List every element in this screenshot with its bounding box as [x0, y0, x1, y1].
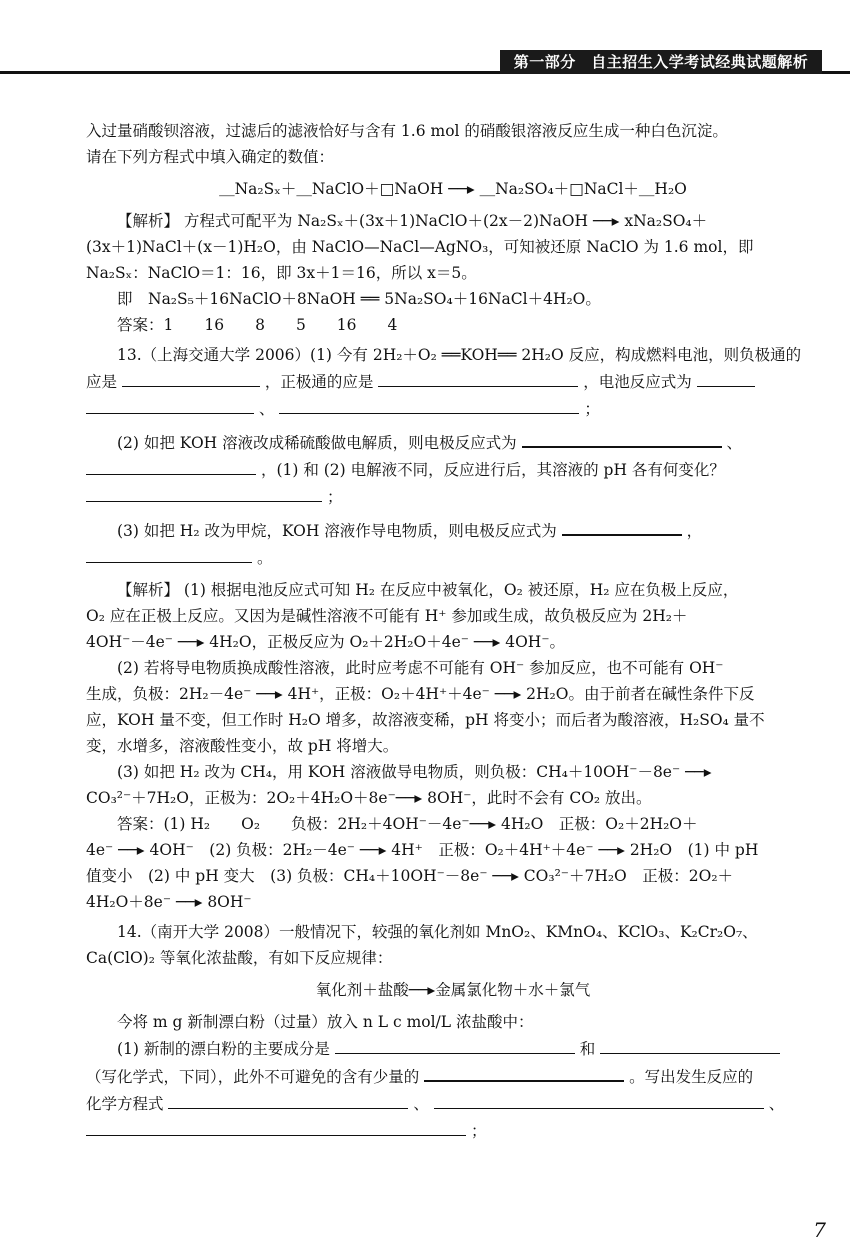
page-number: 7: [813, 1218, 826, 1242]
text-line: [86, 428, 820, 456]
text: ；: [584, 400, 600, 418]
text: (1) 新制的漂白粉的主要成分是: [117, 1040, 330, 1058]
text-line: 应，KOH 量不变，但工作时 H₂O 增多，故溶液变稀，pH 将变小；而后者为酸溶液，H₂SO₄ 量不: [86, 711, 765, 729]
answer-blank[interactable]: [86, 456, 256, 475]
text-line: Na₂Sₓ：NaClO＝1：16，即 3x＋1＝16，所以 x＝5。: [86, 264, 477, 282]
text-line: 4H₂O＋8e⁻ ──▸ 8OH⁻: [86, 893, 252, 911]
text-line: 入过量硝酸钡溶液，过滤后的滤液恰好与含有 1.6 mol 的硝酸银溶液反应生成一种白色沉淀。: [86, 122, 728, 140]
text-line: Ca(ClO)₂ 等氧化浓盐酸，有如下反应规律：: [86, 949, 393, 967]
equation: 即 Na₂S₅＋16NaClO＋8NaOH ══ 5Na₂SO₄＋16NaCl＋4H₂O。: [117, 290, 601, 308]
answer-blank[interactable]: [378, 368, 578, 387]
answer-line: 答案：(1) H₂ O₂ 负极：2H₂＋4OH⁻－4e⁻──▸ 4H₂O 正极：O₂＋2H₂O＋: [117, 815, 698, 833]
answer-blank[interactable]: [562, 516, 682, 536]
question-13: 13.（上海交通大学 2006）(1) 今有 2H₂＋O₂ ══KOH══ 2H₂O 反应，构成燃料电池，则负极通的: [117, 346, 802, 364]
answer-blank[interactable]: [86, 483, 322, 502]
text: ，电池反应式为: [583, 373, 692, 391]
text-line: 4e⁻ ──▸ 4OH⁻ (2) 负极：2H₂－4e⁻ ──▸ 4H⁺ 正极：O₂＋4H⁺＋4e⁻ ──▸ 2H₂O (1) 中 pH: [86, 841, 759, 859]
text-line: 4OH⁻－4e⁻ ──▸ 4H₂O，正极反应为 O₂＋2H₂O＋4e⁻ ──▸ 4OH⁻。: [86, 633, 566, 651]
answer-blank[interactable]: [522, 428, 722, 448]
question-14: 14.（南开大学 2008）一般情况下，较强的氧化剂如 MnO₂、KMnO₄、KClO₃、K₂Cr₂O₇、: [117, 923, 758, 941]
text-line: 值变小 (2) 中 pH 变大 (3) 负极：CH₄＋10OH⁻－8e⁻ ──▸ CO₃²⁻＋7H₂O 正极：2O₂＋: [86, 867, 734, 885]
answer-blank[interactable]: [86, 544, 252, 563]
text: 、: [726, 434, 743, 452]
text: ；: [470, 1122, 487, 1140]
answer-blank[interactable]: [86, 395, 254, 414]
text: 。: [256, 549, 273, 567]
text: 。写出发生反应的: [629, 1068, 754, 1086]
text-line: (3x＋1)NaCl＋(x－1)H₂O，由 NaClO—NaCl—AgNO₃，可知被还原 NaClO 为 1.6 mol，即: [86, 238, 754, 256]
answer-blank[interactable]: [279, 395, 579, 414]
text-line: [86, 395, 820, 422]
text: 、: [413, 1095, 429, 1113]
text-line: [86, 1062, 820, 1090]
text-line: CO₃²⁻＋7H₂O，正极为：2O₂＋4H₂O＋8e⁻──▸ 8OH⁻，此时不会有 CO₂ 放出。: [86, 789, 652, 807]
answer-blank[interactable]: [424, 1062, 624, 1082]
answer-blank[interactable]: [697, 368, 755, 387]
text-line: [86, 516, 820, 544]
answer-blank[interactable]: [335, 1035, 575, 1054]
text: 和: [579, 1040, 596, 1058]
text-line: [86, 456, 820, 483]
text: 、: [258, 400, 275, 418]
answer-line: 答案：1 16 8 5 16 4: [117, 316, 398, 334]
answer-blank[interactable]: [122, 368, 260, 387]
text: (2) 如把 KOH 溶液改成稀硫酸做电解质，则电极反应式为: [117, 434, 517, 452]
text-line: [86, 1090, 820, 1117]
reaction-rule: 氧化剂＋盐酸──▸金属氯化物＋水＋氯气: [315, 981, 591, 999]
text-line: 今将 m g 新制漂白粉（过量）放入 n L c mol/L 浓盐酸中：: [117, 1013, 534, 1031]
section-header: 第一部分 自主招生入学考试经典试题解析: [500, 50, 822, 74]
text-line: [86, 368, 820, 395]
text-line: [86, 544, 820, 571]
text: ；: [326, 488, 343, 506]
text: 化学方程式: [86, 1095, 164, 1113]
text: （写化学式，下同），此外不可避免的含有少量的: [86, 1068, 420, 1086]
text-line: O₂ 应在正极上反应。又因为是碱性溶液不可能有 H⁺ 参加或生成，故负极反应为 2H₂＋: [86, 607, 688, 625]
answer-blank[interactable]: [168, 1090, 408, 1109]
text: ，: [686, 522, 703, 540]
text-line: [86, 483, 820, 510]
equation: ＿Na₂Sₓ＋＿NaClO＋□NaOH ──▸ ＿Na₂SO₄＋□NaCl＋＿H₂O: [219, 180, 687, 198]
answer-blank[interactable]: [434, 1090, 764, 1109]
text: 、: [768, 1095, 785, 1113]
text: (3) 如把 H₂ 改为甲烷，KOH 溶液作导电物质，则电极反应式为: [117, 522, 557, 540]
analysis-line: 【解析】 方程式可配平为 Na₂Sₓ＋(3x＋1)NaClO＋(2x－2)NaOH ──▸ xNa₂SO₄＋: [117, 212, 708, 230]
analysis-line: 【解析】 (1) 根据电池反应式可知 H₂ 在反应中被氧化，O₂ 被还原，H₂ 应在负极上反应，: [117, 581, 739, 599]
answer-blank[interactable]: [600, 1035, 780, 1054]
text-line: 变，水增多，溶液酸性变小，故 pH 将增大。: [86, 737, 399, 755]
text: ，正极通的应是: [264, 373, 374, 391]
text-line: 生成，负极：2H₂－4e⁻ ──▸ 4H⁺，正极：O₂＋4H⁺＋4e⁻ ──▸ 2H₂O。由于前者在碱性条件下反: [86, 685, 755, 703]
text-line: [86, 1035, 820, 1062]
text-line: 请在下列方程式中填入确定的数值：: [86, 148, 335, 166]
page-body: [86, 118, 820, 1144]
text-line: [86, 1117, 820, 1144]
text-line: (3) 如把 H₂ 改为 CH₄，用 KOH 溶液做导电物质，则负极：CH₄＋10OH⁻－8e⁻ ──▸: [117, 763, 712, 781]
text: ，(1) 和 (2) 电解液不同，反应进行后，其溶液的 pH 各有何变化？: [260, 461, 725, 479]
text-line: (2) 若将导电物质换成酸性溶液，此时应考虑不可能有 OH⁻ 参加反应，也不可能有 OH⁻: [117, 659, 724, 677]
answer-blank[interactable]: [86, 1117, 466, 1136]
text: 应是: [86, 373, 118, 391]
